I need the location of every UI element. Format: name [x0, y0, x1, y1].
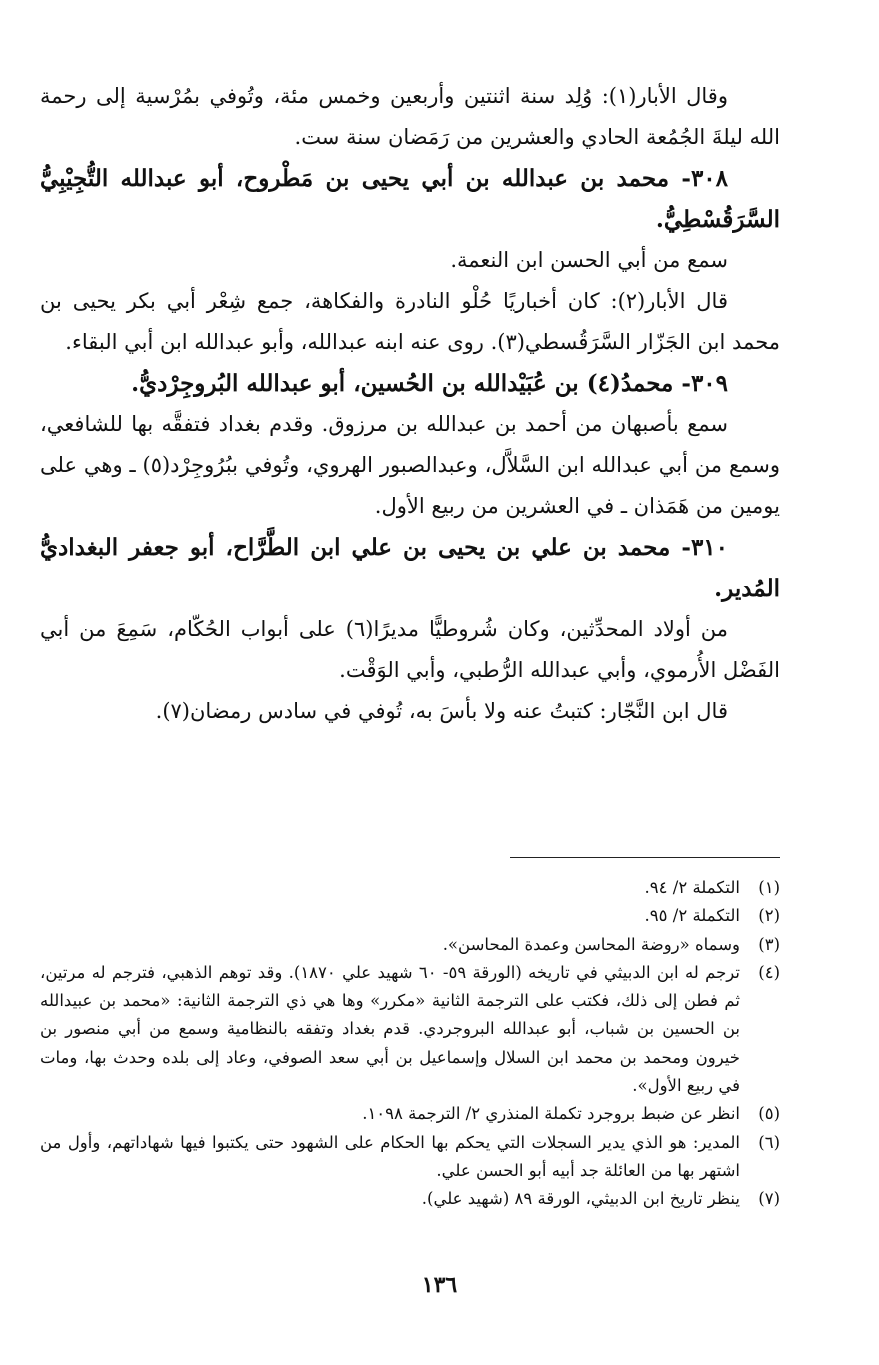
footnote-3 — [40, 931, 780, 959]
footnote-5 — [40, 1100, 780, 1128]
entry-309-title: محمدُ(٤) بن عُبَيْدالله بن الحُسين، أبو عبدالله البُروجِرْديُّ. — [131, 370, 674, 397]
footnote-7 — [40, 1185, 780, 1213]
paragraph-abar-birth: وقال الأبار(١): وُلِد سنة اثنتين وأربعين وخمس مئة، وتُوفي بمُرْسية إلى رحمة الله ليلةَ الجُمُعة الحادي والعشرين من رَمَضان سنة ست. — [40, 84, 780, 149]
entry-310-title: محمد بن علي بن يحيى بن علي ابن الطَّرَّاح، أبو جعفر البغداديُّ المُدير. — [40, 534, 780, 602]
footnote-text: انظر عن ضبط بروجرد تكملة المنذري ٢/ الترجمة ١٠٩٨. — [362, 1104, 740, 1124]
footnotes — [40, 874, 780, 1214]
entry-310-para-1: من أولاد المحدِّثين، وكان شُروطيًّا مديرًا(٦) على أبواب الحُكّام، سَمِعَ من أبي الفَضْل الأُرموي، وأبي عبدالله الرُّطبي، وأبي الوَقْت. — [40, 617, 780, 682]
footnote-2 — [40, 902, 780, 930]
entry-308-heading — [40, 158, 780, 240]
footnote-text: وسماه «روضة المحاسن وعمدة المحاسن». — [442, 934, 740, 954]
footnote-text: المدير: هو الذي يدير السجلات التي يحكم بها الحكام على الشهود حتى يكتبوا فيها شهاداتهم، وأول من اشتهر بها من العائلة جد أبيه أبو الحسن علي. — [40, 1132, 740, 1180]
footnote-number: (١) — [758, 878, 780, 897]
entry-310-number: ٣١٠- — [681, 534, 728, 561]
footnote-number: (٧) — [758, 1189, 780, 1209]
entry-308-para-1: سمع من أبي الحسن ابن النعمة. — [450, 248, 728, 272]
footnote-4 — [40, 959, 780, 1100]
footnote-text: ترجم له ابن الدبيثي في تاريخه (الورقة ٥٩- ٦٠ شهيد علي ١٨٧٠). وقد توهم الذهبي، فترجم له مرتين، ثم فطن إلى ذلك، فكتب على الترجمة الثانية «مكرر» وها هي ذي الترجمة الثانية: «محمد بن عبيدالله بن الحسين بن شباب، أبو عبدالله البروجردي. قدم بغداد وتفقه بالنظامية وسمع من أبي منصور بن خيرون ومحمد بن محمد ابن السلال وإسماعيل بن أبي سعد الصوفي، وعاد إلى بلده وحدث بها، ومات في ربيع الأول». — [40, 962, 741, 1096]
entry-308-title: محمد بن عبدالله بن أبي يحيى بن مَطْروح، أبو عبدالله التُّجِيْبِيُّ السَّرَقُسْطِيُّ. — [40, 165, 780, 233]
footnote-text: التكملة ٢/ ٩٤. — [644, 878, 740, 897]
entry-309-number: ٣٠٩- — [681, 370, 728, 397]
footnote-number: (٦) — [758, 1132, 780, 1152]
footnote-6 — [40, 1129, 780, 1186]
entry-309-heading — [40, 363, 780, 404]
page-number: ١٣٦ — [421, 1272, 458, 1298]
entry-310-heading — [40, 527, 780, 609]
entry-310-para-2: قال ابن النَّجّار: كتبتُ عنه ولا بأسَ به، تُوفي في سادس رمضان(٧). — [155, 699, 728, 723]
footnote-number: (٢) — [758, 906, 780, 926]
entry-308-para-2: قال الأبار(٢): كان أخباريًا حُلْو النادرة والفكاهة، جمع شِعْر أبي بكر يحيى بن محمد ابن الجَزّار السَّرَقُسطي(٣). روى عنه ابنه عبدالله، وأبو عبدالله ابن أبي البقاء. — [40, 289, 780, 354]
entry-308-number: ٣٠٨- — [681, 165, 729, 192]
footnote-divider — [510, 857, 780, 858]
footnote-number: (٥) — [758, 1104, 780, 1124]
footnote-1 — [40, 874, 780, 902]
main-text — [40, 76, 780, 732]
footnote-number: (٤) — [758, 962, 780, 982]
footnote-text: التكملة ٢/ ٩٥. — [644, 906, 740, 926]
footnote-text: ينظر تاريخ ابن الدبيثي، الورقة ٨٩ (شهيد علي). — [421, 1189, 740, 1209]
entry-309-para-1: سمع بأصبهان من أحمد بن عبدالله بن مرزوق. وقدم بغداد فتفقَّه بها للشافعي، وسمع من أبي عبدالله ابن السَّلاَّل، وعبدالصبور الهروي، وتُوفي ببُرُوجِرْد(٥) ـ وهي على يومين من هَمَذان ـ في العشرين من ربيع الأول. — [40, 412, 780, 518]
footnote-number: (٣) — [758, 934, 780, 954]
